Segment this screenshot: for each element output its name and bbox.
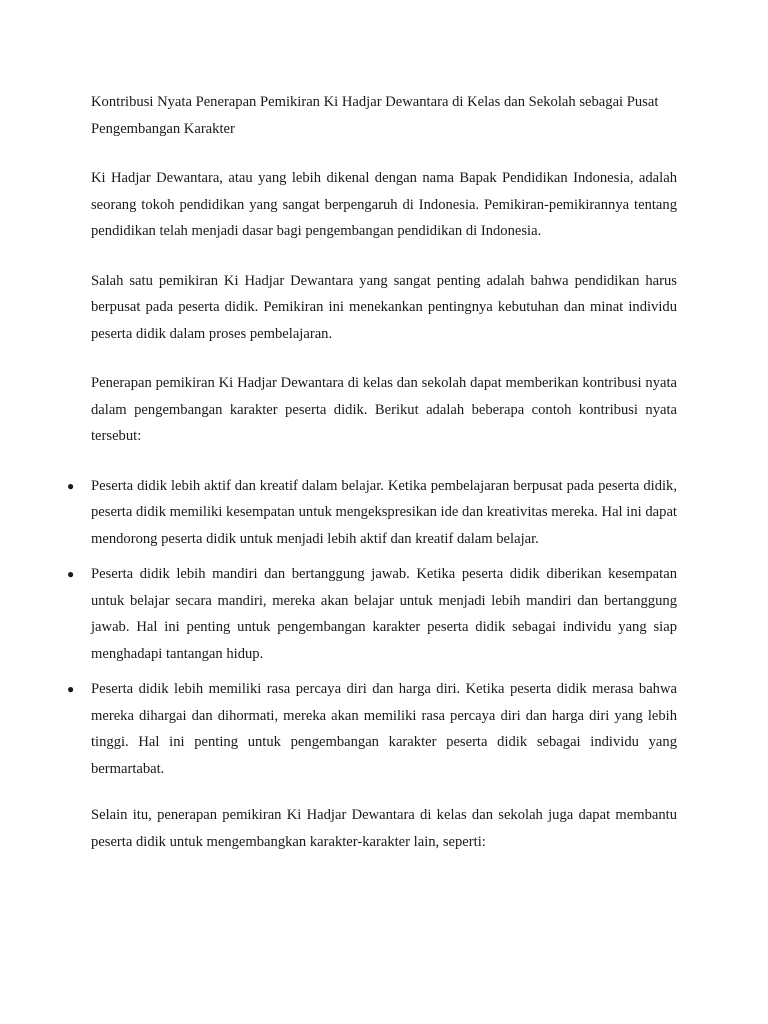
document-title: Kontribusi Nyata Penerapan Pemikiran Ki Hadjar Dewantara di Kelas dan Sekolah sebagai Pusat Pengembangan Karakter	[91, 94, 659, 137]
bullet-icon: ●	[67, 682, 75, 696]
list-item	[67, 676, 677, 782]
paragraph-intro: Ki Hadjar Dewantara, atau yang lebih dikenal dengan nama Bapak Pendidikan Indonesia, adalah seorang tokoh pendidikan yang sangat berpengaruh di Indonesia. Pemikiran-pemikirannya tentang pendidikan telah menjadi dasar bagi pengembangan pendidikan di Indonesia.	[91, 170, 677, 239]
bullet-icon: ●	[67, 478, 75, 493]
list-item	[67, 561, 677, 667]
contribution-list	[67, 473, 677, 783]
list-item	[67, 473, 677, 553]
paragraph-student-centered: Salah satu pemikiran Ki Hadjar Dewantara yang sangat penting adalah bahwa pendidikan harus berpusat pada peserta didik. Pemikiran ini menekankan pentingnya kebutuhan dan minat individu peserta didik dalam proses pembelajaran.	[91, 272, 677, 342]
list-item-text: Peserta didik lebih mandiri dan bertanggung jawab. Ketika peserta didik diberikan kesempatan untuk belajar secara mandiri, mereka akan belajar untuk menjadi lebih mandiri dan bertanggung jawab. Hal ini penting untuk pengembangan karakter peserta didik sebagai individu yang siap menghadapi tantangan hidup.	[91, 566, 677, 662]
list-item-text: Peserta didik lebih memiliki rasa percaya diri dan harga diri. Ketika peserta didik merasa bahwa mereka dihargai dan dihormati, mereka akan memiliki rasa percaya diri dan harga diri yang lebih tinggi. Hal ini penting untuk pengembangan karakter peserta didik sebagai individu yang bermartabat.	[91, 681, 677, 777]
document-body	[67, 89, 677, 878]
paragraph-closing: Selain itu, penerapan pemikiran Ki Hadjar Dewantara di kelas dan sekolah juga dapat membantu peserta didik untuk mengembangkan karakter-karakter lain, seperti:	[91, 807, 677, 850]
bullet-icon: ●	[67, 567, 75, 581]
list-item-text: Peserta didik lebih aktif dan kreatif dalam belajar. Ketika pembelajaran berpusat pada peserta didik, peserta didik memiliki kesempatan untuk mengekspresikan ide dan kreativitas mereka. Hal ini dapat mendorong peserta didik untuk menjadi lebih aktif dan kreatif dalam belajar.	[91, 477, 677, 547]
paragraph-contribution: Penerapan pemikiran Ki Hadjar Dewantara di kelas dan sekolah dapat memberikan kontribusi nyata dalam pengembangan karakter peserta didik. Berikut adalah beberapa contoh kontribusi nyata tersebut:	[91, 375, 677, 444]
